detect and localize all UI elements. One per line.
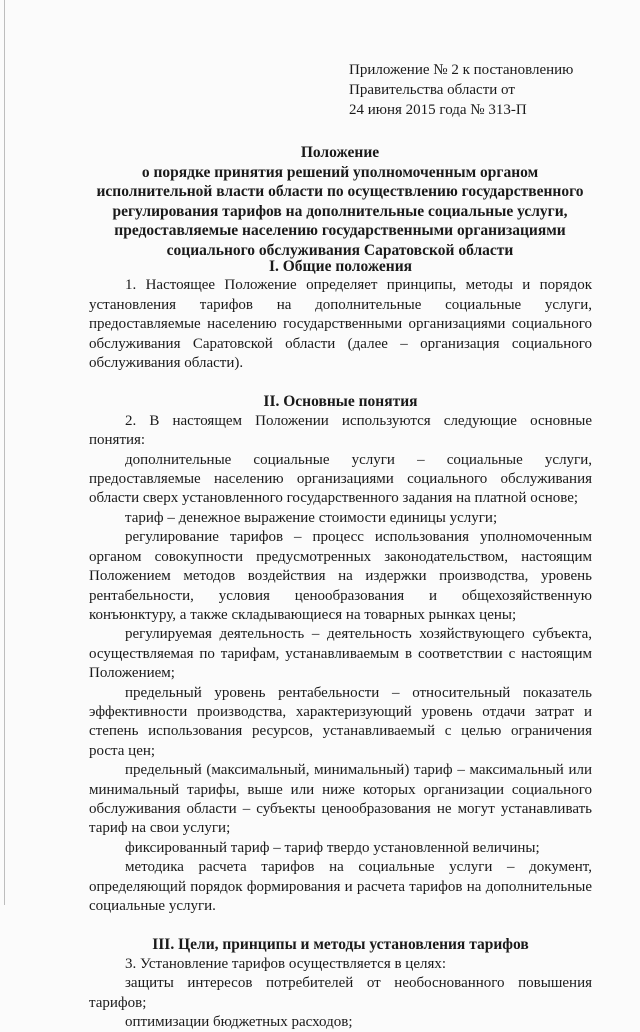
section-3-paragraph-2: защиты интересов потребителей от необоснованного повышения тарифов; (89, 975, 592, 1011)
title-line-2: о порядке принятия решений уполномоченным органом (141, 163, 539, 181)
title-line-6: социального обслуживания Саратовской области (166, 241, 514, 259)
section-3-heading: III. Цели, принципы и методы установления тарифов (152, 936, 529, 954)
section-spacer (89, 916, 592, 935)
section-2-paragraph-2: дополнительные социальные услуги – социальные услуги, предоставляемые населению организациями социального обслуживания области сверх установленного государственного задания на платной основе; (89, 451, 592, 507)
document-title (86, 143, 594, 260)
section-2-paragraph-6: предельный уровень рентабельности – относительный показатель эффективности производства, характеризующий уровень отдачи затрат и степень использования ресурсов, устанавливаемый с целью ограничения роста цен; (89, 684, 592, 759)
scan-edge-line (4, 0, 5, 905)
title-line-5: предоставляемые населению государственными организациями (114, 222, 566, 239)
section-2-heading: II. Основные понятия (263, 393, 418, 411)
section-2-paragraph-1: 2. В настоящем Положении используются следующие основные понятия: (89, 412, 592, 449)
title-line-1: Положение (300, 144, 380, 161)
section-2-paragraph-5: регулируемая деятельность – деятельность хозяйствующего субъекта, осуществляемая по тарифам, устанавливаемым в соответствии с настоящим Положением; (89, 626, 592, 682)
section-2-paragraph-4: регулирование тарифов – процесс использования уполномоченным органом совокупности предусмотренных законодательством, настоящим Положением методов воздействия на издержки производства, уровень рентабельности, условия ценообразования и общехозяйственную конъюнктуру, а также складывающиеся на товарных рынках цены; (89, 529, 592, 623)
annex-line-1: Приложение № 2 к постановлению (349, 62, 574, 78)
title-line-4: регулирования тарифов на дополнительные социальные услуги, (112, 202, 568, 220)
annex-line-3: 24 июня 2015 года № 313-П (349, 102, 527, 118)
section-spacer (89, 373, 592, 392)
annex-line-2: Правительства области от (349, 82, 515, 98)
annex-reference (349, 60, 573, 120)
section-2-paragraph-7: предельный (максимальный, минимальный) тариф – максимальный или минимальный тарифы, выше или ниже которых организации социального обслуживания области – субъекты ценообразования не могут устанавливать тариф на свои услуги; (89, 762, 592, 837)
section-2-paragraph-9: методика расчета тарифов на социальные услуги – документ, определяющий порядок формирования и расчета тарифов на дополнительные социальные услуги. (89, 859, 592, 914)
title-line-3: исполнительной власти области по осуществлению государственного (96, 183, 584, 200)
section-2-paragraph-8: фиксированный тариф – тариф твердо установленной величины; (125, 839, 540, 856)
section-1-paragraph-1: 1. Настоящее Положение определяет принципы, методы и порядок установления тарифов на дополнительные социальные услуги, предоставляемые населению государственными организациями социального обслуживания Саратовской области (далее – организация социального обслуживания области). (89, 277, 592, 372)
section-3-paragraph-1: 3. Установление тарифов осуществляется в целях: (125, 955, 447, 972)
document-body (89, 257, 592, 1032)
section-1-heading: I. Общие положения (268, 258, 413, 275)
section-3-paragraph-3: оптимизации бюджетных расходов; (125, 1014, 353, 1031)
section-2-paragraph-3: тариф – денежное выражение стоимости единицы услуги; (125, 509, 498, 526)
